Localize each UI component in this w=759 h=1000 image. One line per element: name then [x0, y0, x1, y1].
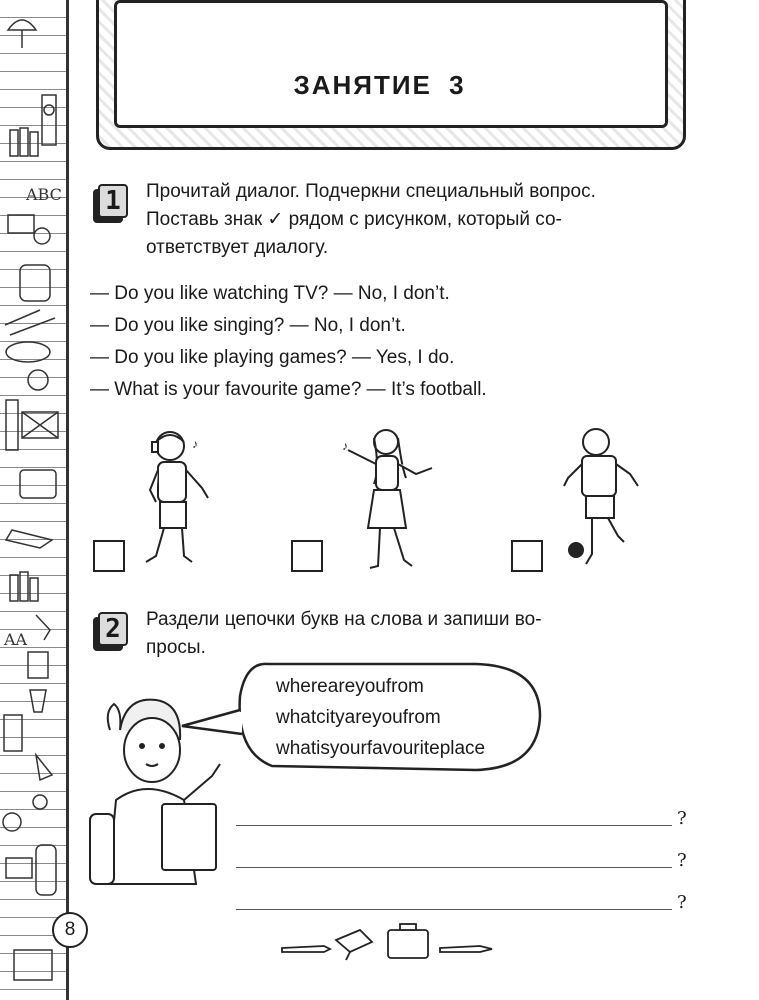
pen-icon [282, 946, 330, 952]
dialogue-line: — Do you like playing games? — Yes, I do. [90, 347, 455, 368]
boy-headphones-illustration [136, 428, 226, 570]
task1-number-badge: 1 [98, 184, 128, 218]
document-icon [14, 950, 52, 980]
pencil-icon [440, 946, 492, 952]
letter-chain: whereareyoufrom [276, 676, 424, 697]
girl-singing-illustration [340, 428, 440, 570]
football-ball-icon [568, 542, 584, 558]
dialogue-line: — What is your favourite game? — It’s football. [90, 379, 487, 400]
answer-line[interactable] [236, 867, 672, 868]
task2-instruction [146, 606, 690, 662]
doodle-icons [0, 0, 66, 1000]
letter-chains [276, 671, 485, 764]
dialogue-line: — Do you like singing? — No, I don’t. [90, 315, 406, 336]
chair-icon [90, 814, 114, 884]
svg-text:♪: ♪ [192, 437, 198, 451]
checkbox-picture-1[interactable] [93, 540, 125, 572]
page-number: 8 [52, 912, 88, 948]
stopwatch-icon [3, 813, 21, 831]
svg-text:ABC: ABC [26, 185, 62, 204]
backpack-icon [20, 265, 50, 301]
task1-instruction-line: Поставь знак ✓ рядом с рисунком, который со- [146, 209, 562, 230]
title-frame-inner [114, 0, 668, 128]
girl-with-book-illustration [86, 690, 236, 890]
task1-instruction-line: Прочитай диалог. Подчеркни специальный вопрос. [146, 181, 596, 202]
svg-text:♪: ♪ [342, 439, 348, 453]
graduation-cap-icon [336, 930, 372, 952]
pencil-box-icon [8, 215, 34, 233]
dialogue-line: — Do you like watching TV? — No, I don’t. [90, 283, 450, 304]
checkbox-picture-2[interactable] [291, 540, 323, 572]
briefcase-icon [388, 930, 428, 958]
book-icon [6, 530, 52, 548]
big-ben-icon [42, 95, 56, 145]
trophy-icon [30, 690, 46, 712]
postbox-icon [36, 845, 56, 895]
tv-icon [20, 470, 56, 498]
clock-icon [28, 370, 48, 390]
question-mark: ? [677, 850, 687, 871]
phone-box-icon [6, 400, 18, 450]
task2-instruction-line: Раздели цепочки букв на слова и запиши во- [146, 609, 542, 630]
letter-chain: whatcityareyoufrom [276, 707, 441, 728]
answer-line[interactable] [236, 825, 672, 826]
svg-text:AA: AA [4, 630, 28, 649]
task1-instruction [146, 178, 690, 262]
boy-football-illustration [556, 426, 646, 570]
umbrella-icon [8, 20, 36, 30]
task1-dialogue [90, 278, 690, 406]
open-book-icon [162, 804, 216, 870]
task1-instruction-line: ответствует диалогу. [146, 237, 329, 258]
question-mark: ? [677, 808, 687, 829]
lightbulb-icon [33, 795, 47, 809]
lesson-title: ЗАНЯТИЕ 3 [293, 70, 466, 100]
question-mark: ? [677, 892, 687, 913]
task2-number-badge: 2 [98, 612, 128, 646]
answer-line[interactable] [236, 909, 672, 910]
checkbox-picture-3[interactable] [511, 540, 543, 572]
left-doodle-strip [0, 0, 69, 1000]
footer-doodles [280, 916, 495, 964]
letter-chain: whatisyourfavouriteplace [276, 738, 486, 759]
task2-instruction-line: просы. [146, 637, 206, 658]
